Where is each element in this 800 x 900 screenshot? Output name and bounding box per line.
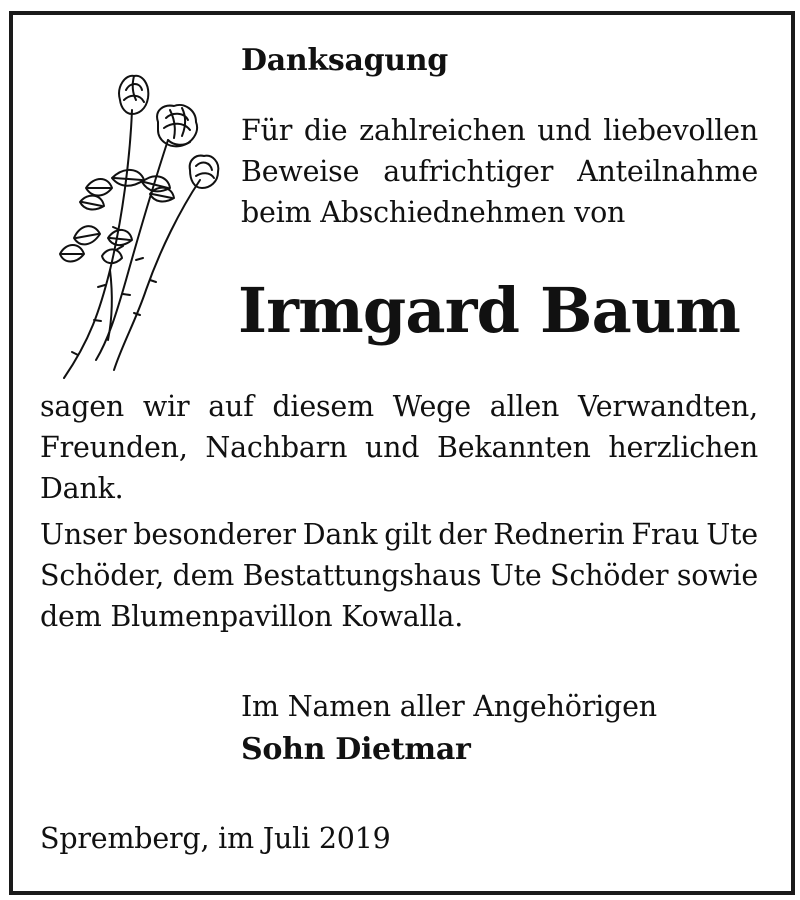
- word: die: [303, 114, 348, 147]
- body-line-3: Dank.: [40, 472, 124, 505]
- word: Ute: [489, 559, 542, 592]
- body-line-2: [40, 431, 758, 464]
- word: sowie: [676, 559, 758, 592]
- word: und: [537, 114, 592, 147]
- word: Frau: [631, 518, 700, 551]
- word: Rednerin: [493, 518, 625, 551]
- word: Verwandten,: [577, 390, 758, 423]
- word: diesem: [272, 390, 374, 423]
- place-date: Spremberg, im Juli 2019: [40, 822, 391, 855]
- word: allen: [489, 390, 560, 423]
- word: Beweise: [241, 155, 360, 188]
- notice-heading: Danksagung: [241, 43, 448, 78]
- word: Schöder: [550, 559, 669, 592]
- word: herzlichen: [608, 431, 758, 464]
- word: dem: [172, 559, 235, 592]
- word: Ute: [706, 518, 758, 551]
- rose-bouquet-icon: [50, 70, 230, 385]
- body-line-5: [40, 559, 758, 592]
- word: Unser: [40, 518, 127, 551]
- body-line-1: [40, 390, 758, 423]
- word: Schöder,: [40, 559, 165, 592]
- word: Anteilnahme: [577, 155, 758, 188]
- body-line-6: dem Blumenpavillon Kowalla.: [40, 600, 464, 633]
- word: sagen: [40, 390, 125, 423]
- word: besonderer: [133, 518, 296, 551]
- word: auf: [208, 390, 254, 423]
- word: Dank: [302, 518, 378, 551]
- deceased-name: Irmgard Baum: [238, 274, 741, 347]
- signature-line: Im Namen aller Angehörigen: [241, 690, 657, 723]
- word: gilt: [384, 518, 432, 551]
- intro-line-2: [241, 155, 758, 188]
- word: Bekannten: [437, 431, 591, 464]
- word: der: [438, 518, 487, 551]
- word: zahlreichen: [359, 114, 526, 147]
- word: liebevollen: [603, 114, 758, 147]
- word: Bestattungshaus: [242, 559, 482, 592]
- word: Wege: [392, 390, 471, 423]
- word: und: [364, 431, 420, 464]
- word: Für: [241, 114, 293, 147]
- word: aufrichtiger: [383, 155, 554, 188]
- word: Freunden,: [40, 431, 188, 464]
- intro-line-3: beim Abschiednehmen von: [241, 196, 626, 229]
- intro-line-1: [241, 114, 758, 147]
- body-line-4: [40, 518, 758, 551]
- word: Nachbarn: [205, 431, 348, 464]
- word: wir: [142, 390, 190, 423]
- signature-name: Sohn Dietmar: [241, 732, 471, 767]
